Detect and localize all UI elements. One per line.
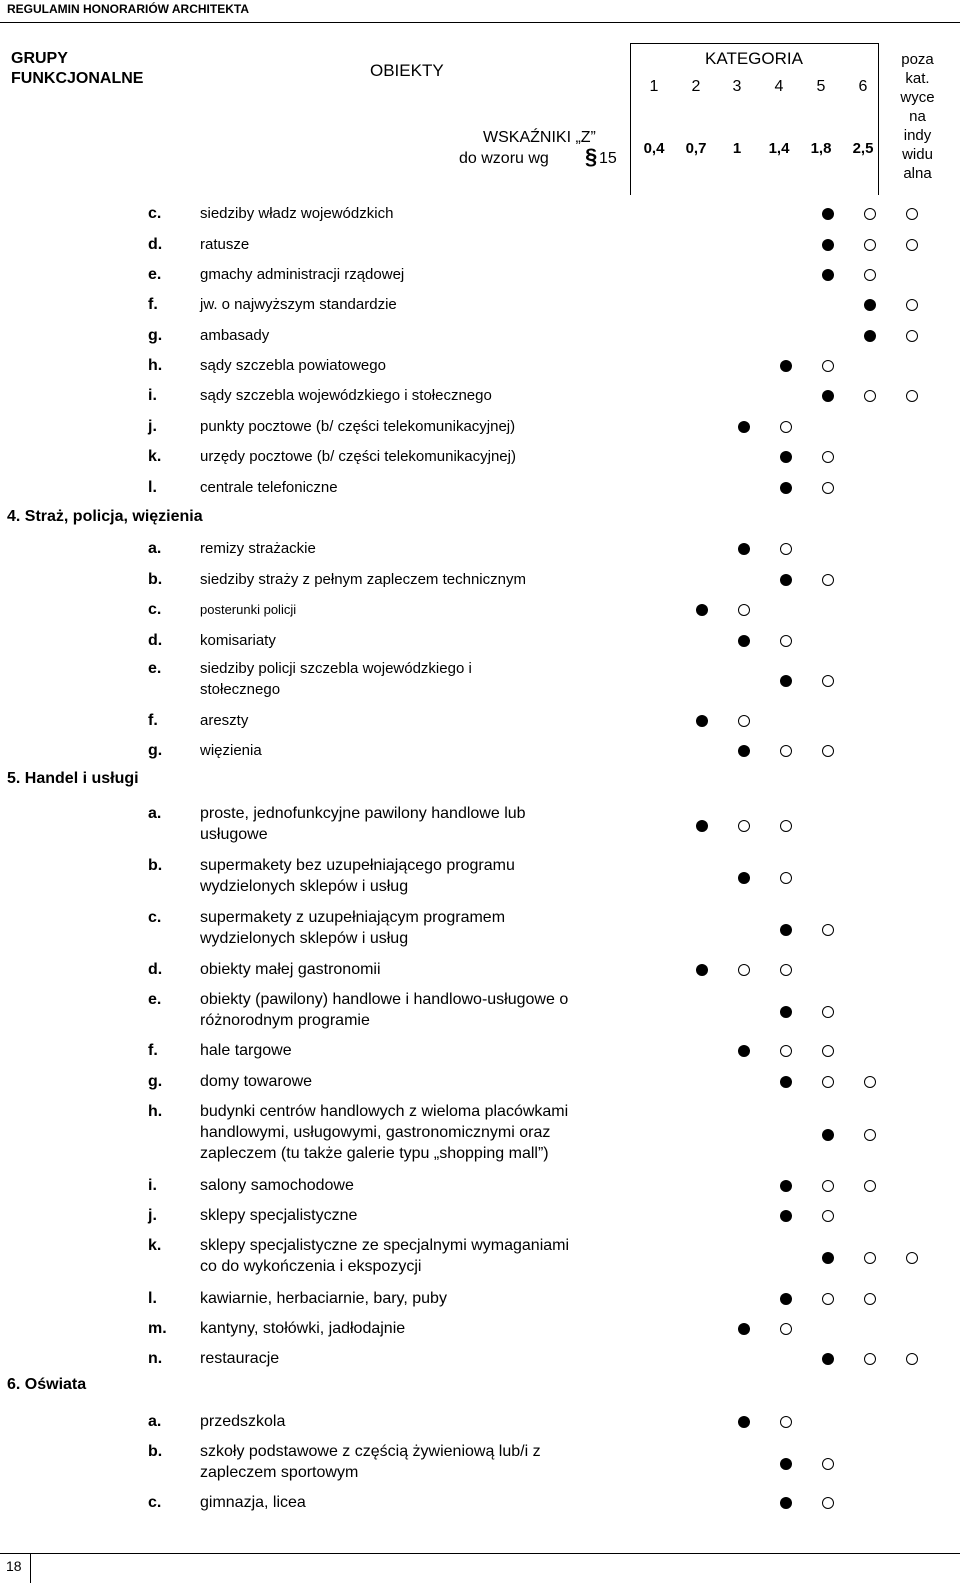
row-object-name [200, 569, 526, 590]
row-object-name [200, 630, 276, 651]
row-object-name-line: ratusze [200, 236, 250, 253]
row-letter: j. [148, 418, 157, 435]
empty-circle-icon [864, 1129, 876, 1141]
row-object-name-line: restauracje [200, 1350, 280, 1367]
empty-circle-icon [738, 604, 750, 616]
outside-category-line: alna [903, 165, 932, 182]
row-object-name-line: centrale telefoniczne [200, 479, 338, 496]
row-object-name-line: komisariaty [200, 632, 276, 649]
filled-circle-icon [738, 1045, 750, 1057]
empty-circle-icon [864, 1353, 876, 1365]
row-object-name-line: usługowe [200, 826, 268, 843]
row-letter: k. [148, 1237, 162, 1254]
section-symbol: § [585, 144, 598, 169]
category-value: 0,7 [685, 140, 707, 157]
row-letter: c. [148, 909, 162, 926]
group-label: 6. Oświata [7, 1376, 87, 1393]
filled-circle-icon [780, 675, 792, 687]
filled-circle-icon [780, 1458, 792, 1470]
group-label: 4. Straż, policja, więzienia [7, 508, 203, 525]
row-object-name [200, 477, 338, 498]
filled-circle-icon [822, 269, 834, 281]
empty-circle-icon [780, 1416, 792, 1428]
row-letter: a. [148, 1413, 162, 1430]
filled-circle-icon [864, 330, 876, 342]
filled-circle-icon [738, 872, 750, 884]
filled-circle-icon [738, 1416, 750, 1428]
row-object-name [200, 1492, 306, 1513]
empty-circle-icon [780, 543, 792, 555]
row-object-name [200, 989, 568, 1031]
row-object-name [200, 1040, 292, 1061]
row-object-name [200, 710, 248, 731]
row-letter: j. [148, 1207, 157, 1224]
empty-circle-icon [780, 1323, 792, 1335]
filled-circle-icon [780, 360, 792, 372]
filled-circle-icon [780, 1293, 792, 1305]
category-top-rule [630, 43, 878, 44]
row-object-name [200, 234, 249, 255]
empty-circle-icon [780, 820, 792, 832]
empty-circle-icon [864, 1252, 876, 1264]
empty-circle-icon [822, 924, 834, 936]
outside-category-line: kat. [905, 70, 930, 87]
filled-circle-icon [738, 421, 750, 433]
category-value: 2,5 [852, 140, 874, 157]
row-object-name-line: kawiarnie, herbaciarnie, bary, puby [200, 1290, 447, 1307]
page-number: 18 [6, 1558, 22, 1574]
filled-circle-icon [738, 543, 750, 555]
row-letter: c. [148, 601, 162, 618]
empty-circle-icon [864, 390, 876, 402]
indicators-label-line1: WSKAŹNIKI „Z” [483, 129, 596, 146]
row-object-name [200, 416, 515, 437]
row-letter: h. [148, 357, 163, 374]
empty-circle-icon [780, 964, 792, 976]
row-letter: b. [148, 1443, 163, 1460]
row-letter: l. [148, 1290, 157, 1307]
filled-circle-icon [822, 1129, 834, 1141]
row-object-name-line: stołecznego [200, 681, 281, 698]
row-object-name-line: przedszkola [200, 1413, 286, 1430]
row-object-name-line: supermakety bez uzupełniającego programu [200, 857, 515, 874]
filled-circle-icon [780, 1180, 792, 1192]
row-object-name [200, 203, 393, 224]
category-right-rule [878, 43, 879, 195]
row-letter: k. [148, 448, 162, 465]
row-object-name [200, 907, 505, 949]
row-object-name [200, 1348, 279, 1369]
row-object-name [200, 355, 386, 376]
empty-circle-icon [822, 1180, 834, 1192]
indicators-label-line2: do wzoru wg [459, 150, 549, 167]
empty-circle-icon [864, 1076, 876, 1088]
document-header: REGULAMIN HONORARIÓW ARCHITEKTA [7, 2, 249, 16]
row-object-name [200, 1318, 405, 1339]
empty-circle-icon [822, 574, 834, 586]
row-object-name-line: sądy szczebla wojewódzkiego i stołecznego [200, 387, 492, 404]
empty-circle-icon [738, 964, 750, 976]
row-letter: g. [148, 327, 163, 344]
outside-category-line: poza [901, 51, 934, 68]
empty-circle-icon [864, 1293, 876, 1305]
row-object-name [200, 294, 397, 315]
empty-circle-icon [822, 745, 834, 757]
row-letter: f. [148, 1042, 158, 1059]
row-object-name [200, 1205, 357, 1226]
category-number: 1 [649, 78, 659, 95]
filled-circle-icon [780, 1006, 792, 1018]
empty-circle-icon [906, 208, 918, 220]
row-letter: d. [148, 961, 163, 978]
filled-circle-icon [780, 482, 792, 494]
row-letter: e. [148, 991, 162, 1008]
row-object-name-line: ambasady [200, 327, 270, 344]
row-object-name-line: gimnazja, licea [200, 1494, 306, 1511]
category-number: 4 [774, 78, 784, 95]
empty-circle-icon [780, 745, 792, 757]
row-object-name [200, 1441, 541, 1483]
empty-circle-icon [822, 451, 834, 463]
row-letter: n. [148, 1350, 163, 1367]
category-number: 5 [816, 78, 826, 95]
row-letter: l. [148, 479, 157, 496]
filled-circle-icon [780, 1210, 792, 1222]
row-object-name-line: więzienia [200, 742, 262, 759]
objects-label: OBIEKTY [370, 61, 444, 80]
row-object-name-line: hale targowe [200, 1042, 292, 1059]
row-object-name [200, 446, 516, 467]
empty-circle-icon [906, 1252, 918, 1264]
category-number: 6 [858, 78, 868, 95]
category-number: 3 [732, 78, 742, 95]
empty-circle-icon [864, 208, 876, 220]
row-object-name [200, 658, 472, 700]
row-letter: c. [148, 205, 162, 222]
empty-circle-icon [906, 299, 918, 311]
empty-circle-icon [906, 1353, 918, 1365]
indicators-section-number: 15 [599, 150, 617, 167]
row-object-name-line: jw. o najwyższym standardzie [200, 296, 397, 313]
empty-circle-icon [822, 1210, 834, 1222]
row-object-name [200, 385, 492, 406]
empty-circle-icon [906, 390, 918, 402]
row-letter: d. [148, 236, 163, 253]
row-object-name-line: różnorodnym programie [200, 1012, 370, 1029]
row-object-name-line: domy towarowe [200, 1073, 313, 1090]
row-object-name-line: kantyny, stołówki, jadłodajnie [200, 1320, 406, 1337]
row-object-name [200, 1411, 285, 1432]
empty-circle-icon [738, 820, 750, 832]
empty-circle-icon [822, 1293, 834, 1305]
filled-circle-icon [696, 820, 708, 832]
header-rule [0, 22, 960, 23]
outside-category-line: na [909, 108, 926, 125]
row-object-name-line: proste, jednofunkcyjne pawilony handlowe lub [200, 805, 526, 822]
filled-circle-icon [864, 299, 876, 311]
row-object-name-line: zapleczem sportowym [200, 1464, 359, 1481]
groups-label-line2: FUNKCJONALNE [11, 70, 144, 87]
filled-circle-icon [696, 964, 708, 976]
row-object-name [200, 599, 296, 620]
filled-circle-icon [780, 574, 792, 586]
empty-circle-icon [780, 872, 792, 884]
row-object-name-line: handlowymi, usługowymi, gastronomicznymi oraz [200, 1124, 551, 1141]
row-object-name-line: siedziby straży z pełnym zapleczem technicznym [200, 571, 526, 588]
category-number: 2 [691, 78, 701, 95]
filled-circle-icon [822, 239, 834, 251]
row-object-name-line: szkoły podstawowe z częścią żywieniową lub/i z [200, 1443, 541, 1460]
empty-circle-icon [822, 1006, 834, 1018]
empty-circle-icon [822, 1045, 834, 1057]
row-object-name [200, 1071, 312, 1092]
row-object-name-line: salony samochodowe [200, 1177, 354, 1194]
row-object-name-line: budynki centrów handlowych z wieloma placówkami [200, 1103, 569, 1120]
filled-circle-icon [738, 1323, 750, 1335]
empty-circle-icon [822, 360, 834, 372]
empty-circle-icon [780, 635, 792, 647]
row-object-name [200, 740, 262, 761]
row-letter: e. [148, 266, 162, 283]
empty-circle-icon [822, 482, 834, 494]
row-letter: c. [148, 1494, 162, 1511]
footer-divider [30, 1553, 31, 1583]
row-object-name-line: obiekty małej gastronomii [200, 961, 381, 978]
row-object-name-line: gmachy administracji rządowej [200, 266, 405, 283]
filled-circle-icon [822, 1252, 834, 1264]
row-object-name [200, 959, 381, 980]
row-letter: g. [148, 1073, 163, 1090]
empty-circle-icon [822, 1497, 834, 1509]
footer-rule [0, 1553, 960, 1554]
row-letter: b. [148, 571, 163, 588]
empty-circle-icon [738, 715, 750, 727]
filled-circle-icon [780, 1497, 792, 1509]
row-object-name-line: punkty pocztowe (b/ części telekomunikacyjnej) [200, 418, 516, 435]
filled-circle-icon [696, 604, 708, 616]
filled-circle-icon [780, 1076, 792, 1088]
outside-category-line: wyce [900, 89, 935, 106]
row-object-name [200, 855, 515, 897]
filled-circle-icon [822, 1353, 834, 1365]
groups-label-line1: GRUPY [11, 50, 68, 67]
row-object-name [200, 1235, 569, 1277]
filled-circle-icon [780, 924, 792, 936]
row-object-name-line: sądy szczebla powiatowego [200, 357, 386, 374]
row-letter: m. [148, 1320, 167, 1337]
outside-category-line: indy [903, 127, 932, 144]
category-value: 1 [732, 140, 742, 157]
row-object-name-line: urzędy pocztowe (b/ części telekomunikacyjnej) [200, 448, 516, 465]
row-letter: b. [148, 857, 163, 874]
row-object-name [200, 264, 404, 285]
category-value: 0,4 [643, 140, 665, 157]
row-letter: a. [148, 540, 162, 557]
row-letter: f. [148, 296, 158, 313]
row-object-name-line: siedziby władz wojewódzkich [200, 205, 394, 222]
row-letter: a. [148, 805, 162, 822]
row-letter: i. [148, 387, 157, 404]
empty-circle-icon [822, 1458, 834, 1470]
row-object-name-line: siedziby policji szczebla wojewódzkiego i [200, 660, 472, 677]
empty-circle-icon [864, 269, 876, 281]
empty-circle-icon [906, 330, 918, 342]
filled-circle-icon [738, 635, 750, 647]
row-letter: e. [148, 660, 162, 677]
row-object-name [200, 1288, 447, 1309]
outside-category-line: widu [902, 146, 933, 163]
category-value: 1,8 [810, 140, 832, 157]
empty-circle-icon [822, 1076, 834, 1088]
row-object-name [200, 1175, 354, 1196]
group-label: 5. Handel i usługi [7, 770, 139, 787]
empty-circle-icon [822, 675, 834, 687]
filled-circle-icon [696, 715, 708, 727]
row-object-name-line: remizy strażackie [200, 540, 316, 557]
row-letter: h. [148, 1103, 163, 1120]
row-object-name [200, 538, 316, 559]
filled-circle-icon [780, 451, 792, 463]
row-letter: i. [148, 1177, 157, 1194]
empty-circle-icon [780, 421, 792, 433]
row-object-name-line: areszty [200, 712, 249, 729]
empty-circle-icon [906, 239, 918, 251]
empty-circle-icon [864, 239, 876, 251]
filled-circle-icon [738, 745, 750, 757]
row-letter: g. [148, 742, 163, 759]
filled-circle-icon [822, 390, 834, 402]
row-object-name-line: wydzielonych sklepów i usług [200, 878, 409, 895]
row-letter: d. [148, 632, 163, 649]
row-object-name-line: supermakety z uzupełniającym programem [200, 909, 506, 926]
row-object-name [200, 803, 526, 845]
row-object-name-line: co do wykończenia i ekspozycji [200, 1258, 422, 1275]
row-object-name [200, 325, 269, 346]
row-object-name-line: posterunki policji [200, 602, 297, 617]
row-object-name [200, 1101, 568, 1164]
empty-circle-icon [864, 1180, 876, 1192]
row-object-name-line: wydzielonych sklepów i usług [200, 930, 409, 947]
row-object-name-line: obiekty (pawilony) handlowe i handlowo-usługowe o [200, 991, 569, 1008]
row-object-name-line: sklepy specjalistyczne ze specjalnymi wymaganiami [200, 1237, 570, 1254]
empty-circle-icon [780, 1045, 792, 1057]
row-letter: f. [148, 712, 158, 729]
row-object-name-line: sklepy specjalistyczne [200, 1207, 358, 1224]
category-label: KATEGORIA [705, 49, 803, 68]
category-value: 1,4 [768, 140, 790, 157]
row-object-name-line: zapleczem (tu także galerie typu „shopping mall”) [200, 1145, 549, 1162]
filled-circle-icon [822, 208, 834, 220]
